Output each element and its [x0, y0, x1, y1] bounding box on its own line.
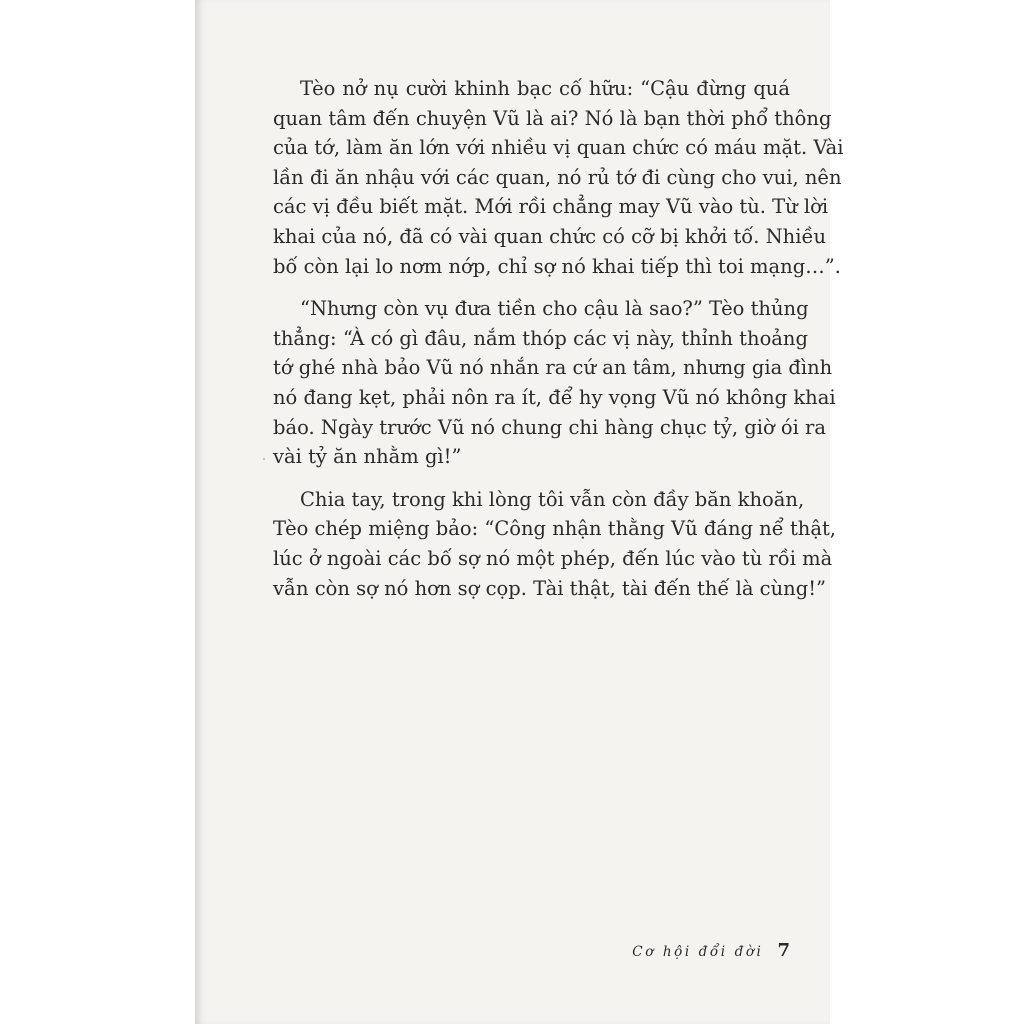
- text-line: lần đi ăn nhậu với các quan, nó rủ tớ đi cùng cho vui, nên: [273, 165, 842, 189]
- text-line: khai của nó, đã có vài quan chức có cỡ bị khởi tố. Nhiều: [273, 224, 827, 248]
- text-line: Chia tay, trong khi lòng tôi vẫn còn đầy băn khoăn,: [300, 487, 805, 511]
- scan-speck: [263, 458, 265, 460]
- text-line: báo. Ngày trước Vũ nó chung chi hàng chục tỷ, giờ ói ra: [273, 415, 827, 439]
- text-line: bố còn lại lo nơm nớp, chỉ sợ nó khai tiếp thì toi mạng…”.: [273, 254, 841, 278]
- text-line: lúc ở ngoài các bố sợ nó một phép, đến lúc vào tù rồi mà: [273, 546, 833, 570]
- body-text: [273, 74, 844, 616]
- text-line: Tèo nở nụ cười khinh bạc cố hữu: “Cậu đừng quá: [300, 77, 790, 100]
- text-line: của tớ, làm ăn lớn với nhiều vị quan chức có máu mặt. Vài: [273, 136, 844, 160]
- text-line: thẳng: “À có gì đâu, nắm thóp các vị này, thỉnh thoảng: [273, 326, 808, 350]
- text-line: “Nhưng còn vụ đưa tiền cho cậu là sao?” Tèo thủng: [300, 297, 809, 321]
- text-line: Tèo chép miệng bảo: “Công nhận thằng Vũ đáng nể thật,: [273, 517, 836, 541]
- page-number: 7: [777, 940, 790, 961]
- text-line: tớ ghé nhà bảo Vũ nó nhắn ra cứ an tâm, nhưng gia đình: [273, 356, 833, 380]
- paragraph-1: [273, 74, 844, 281]
- text-line: vẫn còn sợ nó hơn sợ cọp. Tài thật, tài đến thế là cùng!”: [273, 576, 826, 600]
- paragraph-3: [273, 485, 836, 603]
- text-line: vài tỷ ăn nhằm gì!”: [273, 445, 462, 469]
- text-line: các vị đều biết mặt. Mới rồi chẳng may Vũ vào tù. Từ lời: [273, 195, 829, 219]
- text-line: quan tâm đến chuyện Vũ là ai? Nó là bạn thời phổ thông: [273, 106, 832, 130]
- page-footer: [560, 940, 790, 970]
- paragraph-2: [273, 294, 836, 472]
- text-line: nó đang kẹt, phải nôn ra ít, để hy vọng Vũ nó không khai: [273, 385, 836, 409]
- running-title: Cơ hội đổi đời: [632, 944, 764, 960]
